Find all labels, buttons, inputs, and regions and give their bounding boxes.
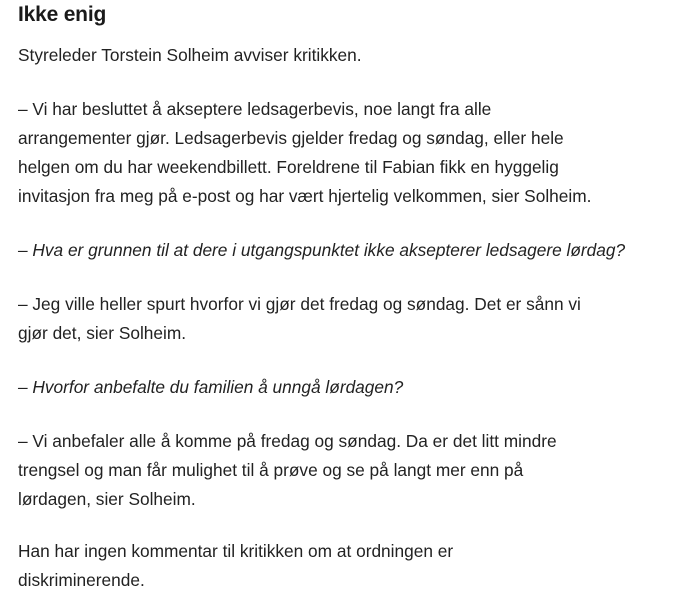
text-line: – Vi anbefaler alle å komme på fredag og søndag. Da er det litt mindre: [18, 431, 557, 451]
text-line: – Jeg ville heller spurt hvorfor vi gjør det fredag og søndag. Det er sånn vi: [18, 294, 581, 314]
text-line: arrangementer gjør. Ledsagerbevis gjelder fredag og søndag, eller hele: [18, 128, 564, 148]
paragraph-quote-1: [18, 95, 591, 211]
text-line: – Hvorfor anbefalte du familien å unngå lørdagen?: [18, 377, 404, 397]
text-line: diskriminerende.: [18, 570, 145, 590]
section-heading: Ikke enig: [18, 3, 107, 26]
text-line: invitasjon fra meg på e-post og har vært hjertelig velkommen, sier Solheim.: [18, 186, 592, 206]
article-body: [18, 0, 668, 590]
text-line: trengsel og man får mulighet til å prøve og se på langt mer enn på: [18, 460, 524, 480]
paragraph-question-1: [18, 236, 625, 265]
text-line: Han har ingen kommentar til kritikken om at ordningen er: [18, 541, 454, 561]
text-line: – Hva er grunnen til at dere i utgangspunktet ikke aksepterer ledsagere lørdag?: [18, 240, 626, 260]
text-line: Styreleder Torstein Solheim avviser kritikken.: [18, 45, 362, 65]
text-line: helgen om du har weekendbillett. Foreldrene til Fabian fikk en hyggelig: [18, 157, 559, 177]
text-line: lørdagen, sier Solheim.: [18, 489, 196, 509]
paragraph-question-2: [18, 373, 403, 402]
paragraph-answer-1: [18, 290, 581, 348]
paragraph-answer-2: [18, 427, 557, 514]
text-line: – Vi har besluttet å akseptere ledsagerbevis, noe langt fra alle: [18, 99, 492, 119]
paragraph-closing: [18, 537, 453, 595]
paragraph-intro: [18, 41, 362, 70]
text-line: gjør det, sier Solheim.: [18, 323, 187, 343]
